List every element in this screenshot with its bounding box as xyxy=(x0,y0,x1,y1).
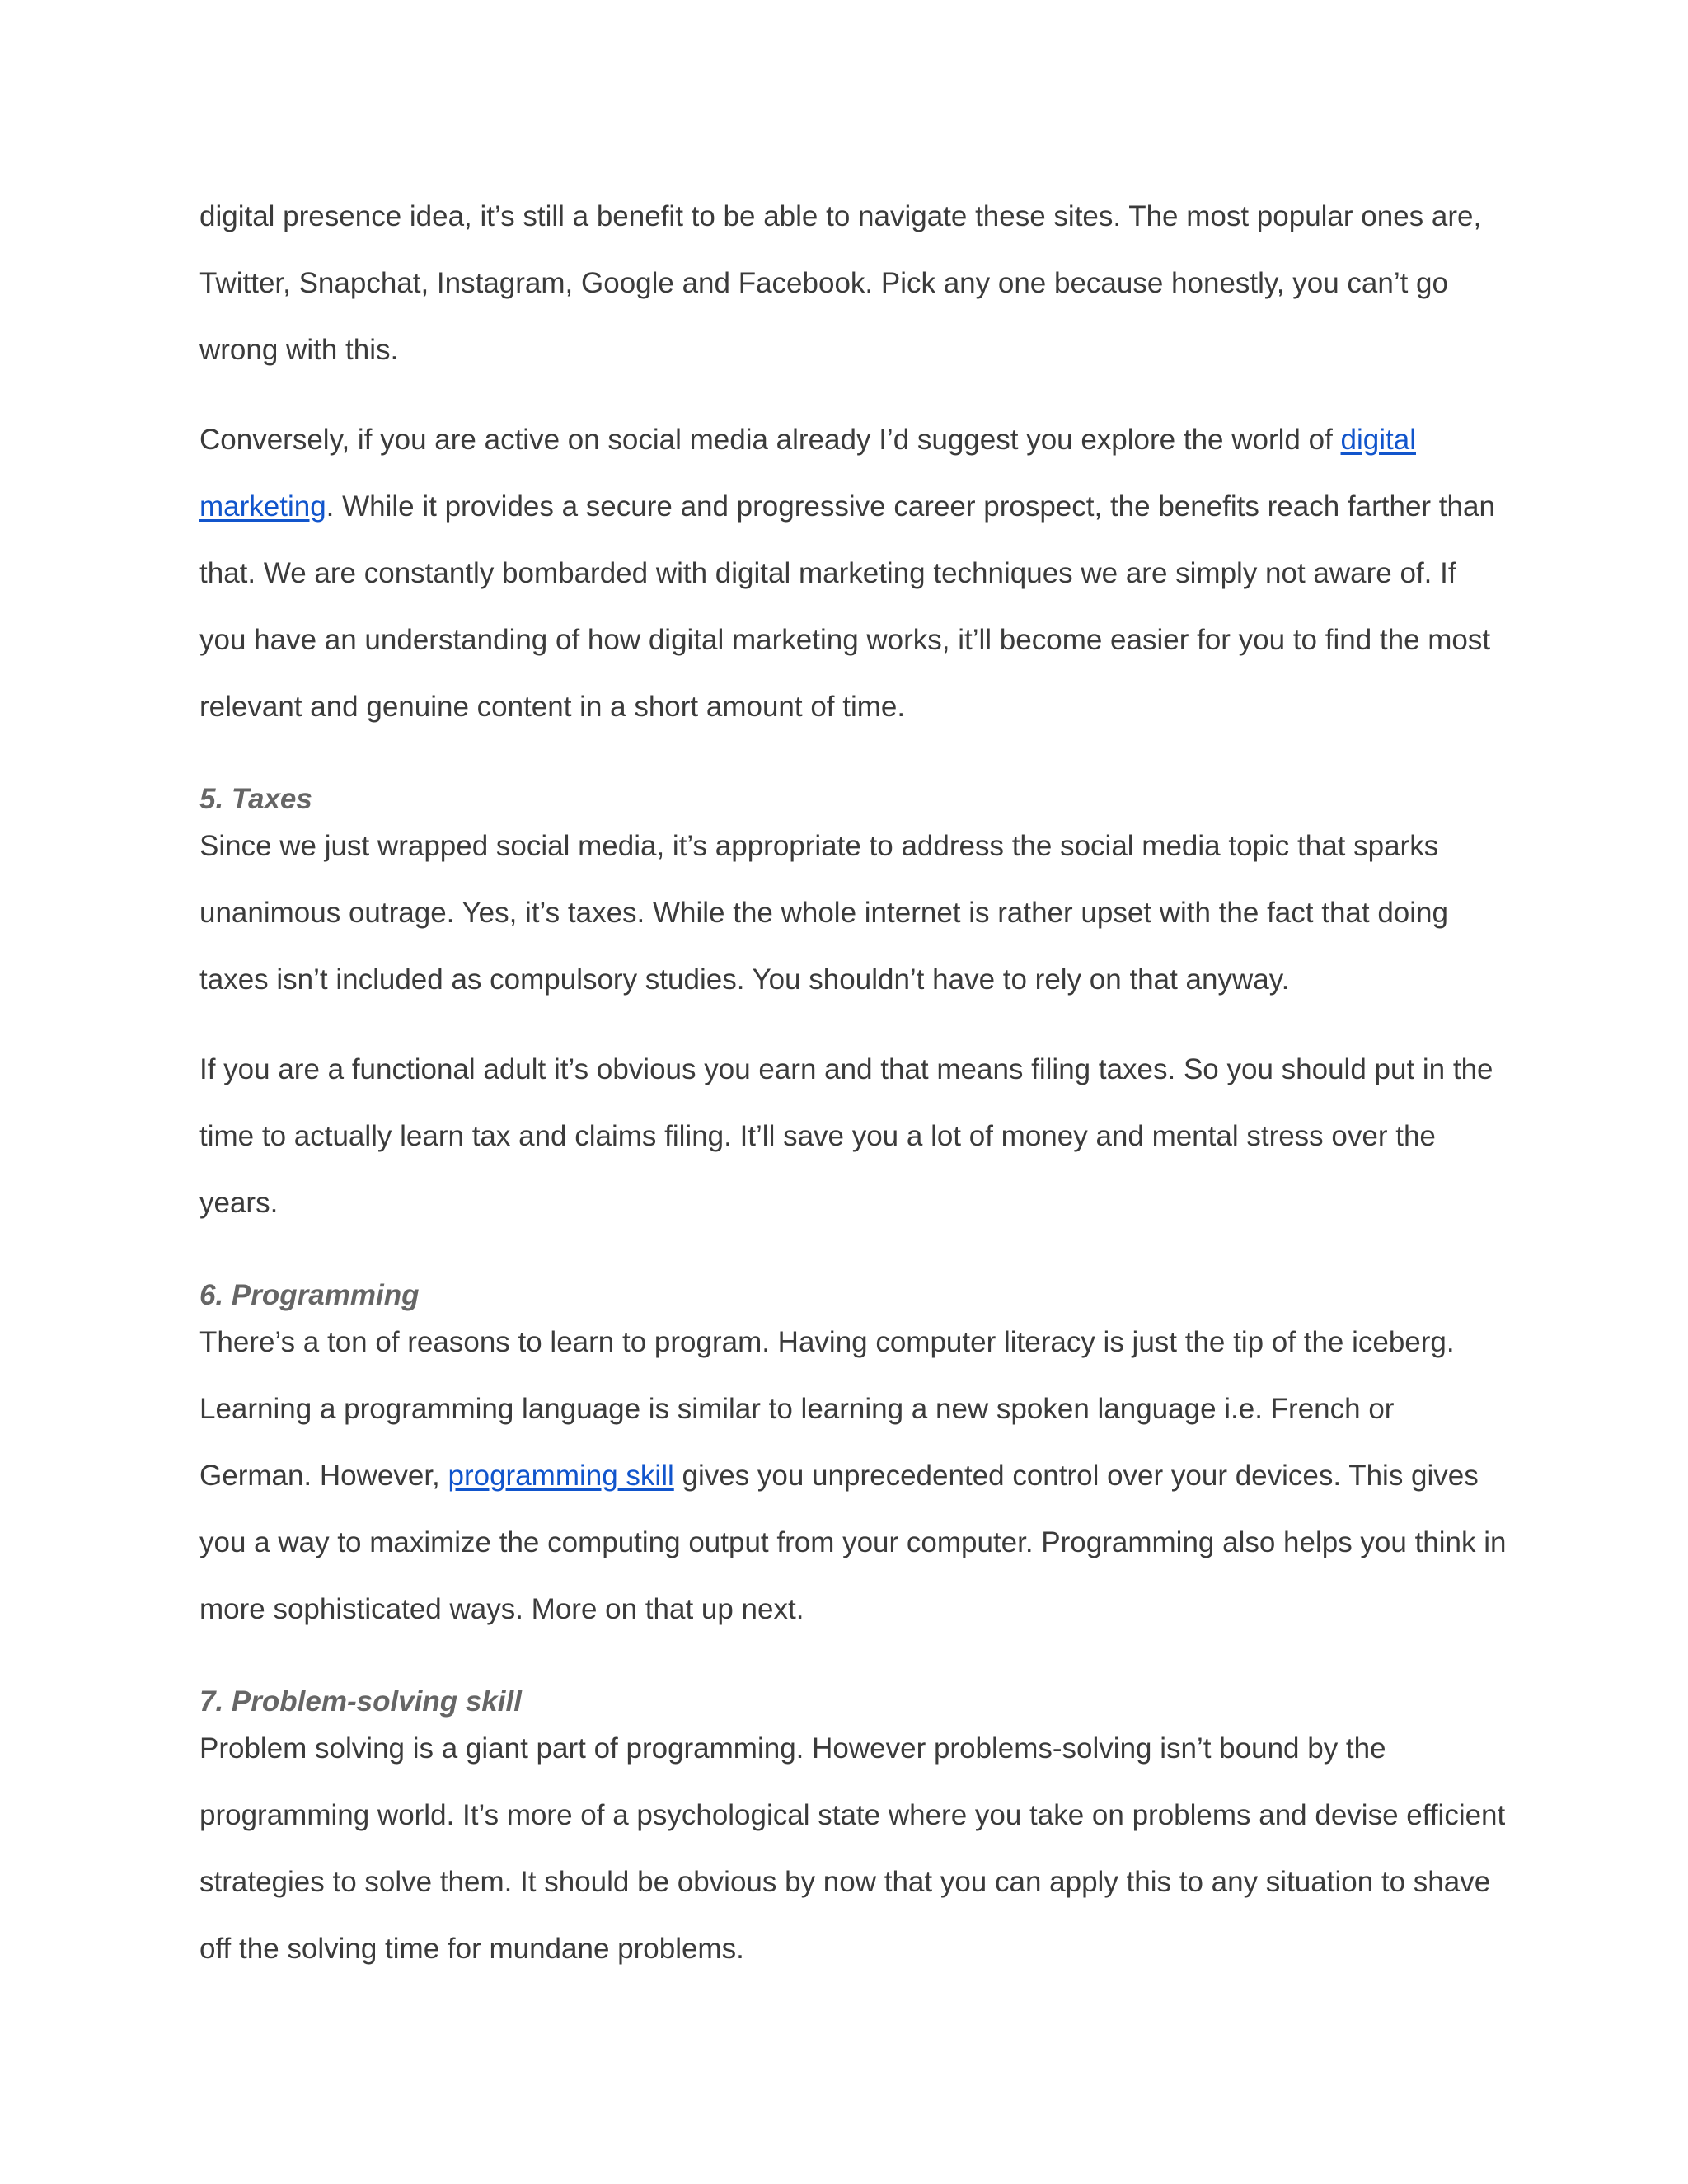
intro-paragraph-2 xyxy=(199,406,1510,740)
intro-paragraph-2-text-before: Conversely, if you are active on social media already I’d suggest you explore the world of xyxy=(199,424,1341,456)
programming-skill-link[interactable]: programming skill xyxy=(448,1460,674,1492)
intro-paragraph-1: digital presence idea, it’s still a benefit to be able to navigate these sites. The most popular ones are, Twitter, Snapchat, Instagram, Google and Facebook. Pick any one because honestly, you can’t go wrong with this. xyxy=(199,200,1482,366)
taxes-paragraph-1: Since we just wrapped social media, it’s appropriate to address the social media topic that sparks unanimous outrage. Yes, it’s taxes. While the whole internet is rather upset with the fact that doing taxes isn’t included as compulsory studies. You shouldn’t have to rely on that anyway. xyxy=(199,830,1448,996)
section-problem-solving xyxy=(199,1685,1510,1982)
section-heading-problem-solving: 7. Problem-solving skill xyxy=(199,1685,522,1718)
programming-paragraph-1-text-after: gives you unprecedented control over your devices. This gives you a way to maximize the computing output from your computer. Programming also helps you think in more sophisticated ways. More on that up next. xyxy=(199,1460,1507,1625)
section-taxes xyxy=(199,783,1510,1236)
intro-paragraph-2-text-after: . While it provides a secure and progressive career prospect, the benefits reach farther than that. We are constantly bombarded with digital marketing techniques we are simply not aware of. If you have an understanding of how digital marketing works, it’ll become easier for you to find the most relevant and genuine content in a short amount of time. xyxy=(199,490,1495,723)
section-heading-programming: 6. Programming xyxy=(199,1279,420,1311)
programming-paragraph-1 xyxy=(199,1309,1510,1643)
programming-paragraph-1-text-before: There’s a ton of reasons to learn to program. Having computer literacy is just the tip of the iceberg. Learning a programming language is similar to learning a new spoken language i.e. French or German. However, xyxy=(199,1326,1455,1492)
problem-solving-paragraph-1: Problem solving is a giant part of programming. However problems-solving isn’t bound by the programming world. It’s more of a psychological state where you take on problems and devise efficient strategies to solve them. It should be obvious by now that you can apply this to any situation to shave off the solving time for mundane problems. xyxy=(199,1732,1506,1965)
section-heading-taxes: 5. Taxes xyxy=(199,783,312,815)
document-body xyxy=(199,183,1510,1982)
section-programming xyxy=(199,1279,1510,1643)
taxes-paragraph-2: If you are a functional adult it’s obvious you earn and that means filing taxes. So you should put in the time to actually learn tax and claims filing. It’ll save you a lot of money and mental stress over the years. xyxy=(199,1053,1493,1219)
digital-marketing-link[interactable]: digital marketing xyxy=(199,424,1416,523)
